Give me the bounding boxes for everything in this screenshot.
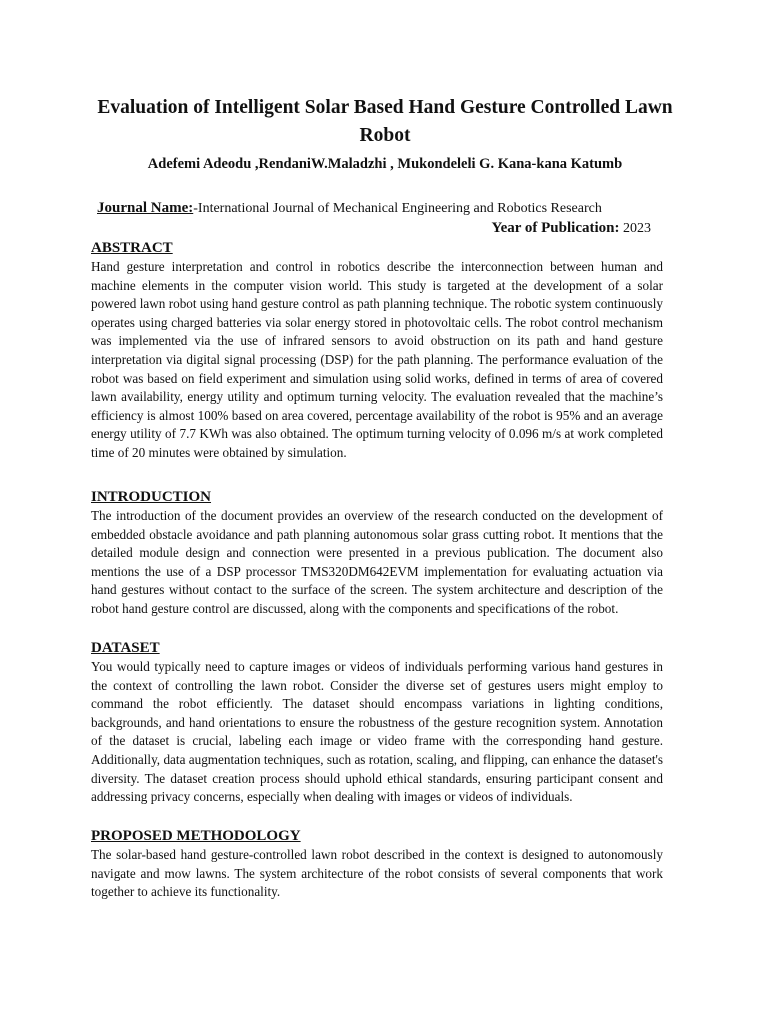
year-line — [491, 219, 651, 238]
abstract-section — [91, 239, 663, 463]
dataset-text: You would typically need to capture images or videos of individuals performing various hand gestures in the context of controlling the lawn robot. Consider the diverse set of gestures users might employ to command the robot efficiently. The dataset should encompass variations in lighting conditions, backgrounds, and hand orientations to ensure the robustness of the gesture recognition system. Annotation of the dataset is crucial, labeling each image or video frame with the corresponding hand gesture. Additionally, data augmentation techniques, such as rotation, scaling, and flipping, can enhance the dataset's diversity. The dataset creation process should uphold ethical standards, ensuring participant consent and addressing privacy concerns, especially when dealing with images or videos of individuals. — [91, 659, 663, 805]
abstract-text: Hand gesture interpretation and control in robotics describe the interconnection between human and machine elements in the computer vision world. This study is targeted at the development of a solar powered lawn robot using hand gesture control as path planning technique. The robotic system continuously operates using charged batteries via solar energy stored in photovoltaic cells. The robot control mechanism was implemented via the use of infrared sensors to avoid obstruction on its path and hand gesture interpretation via digital signal processing (DSP) for the path planning. The performance evaluation of the robot was based on field experiment and simulation using solid works, defined in terms of area of covered lawn availability, energy utility and optimum turning velocity. The evaluation revealed that the machine’s efficiency is almost 100% based on area covered, percentage availability of the robot is 95% and an average energy utility of 7.7 KWh was also obtained. The optimum turning velocity of 0.096 m/s at work completed time of 20 minutes were obtained by simulation. — [91, 259, 663, 460]
year-label: Year of Publication: — [491, 220, 620, 236]
dataset-section — [91, 639, 663, 807]
methodology-text: The solar-based hand gesture-controlled lawn robot described in the context is designed to autonomously navigate and mow lawns. The system architecture of the robot consists of several components that work together to achieve its functionality. — [91, 847, 663, 900]
paper-title: Evaluation of Intelligent Solar Based Hand Gesture Controlled Lawn Robot — [97, 97, 673, 146]
journal-label: Journal Name: — [97, 200, 194, 216]
introduction-section — [91, 488, 663, 619]
journal-value: -International Journal of Mechanical Engineering and Robotics Research — [193, 201, 602, 216]
dataset-heading: DATASET — [91, 640, 160, 656]
introduction-text: The introduction of the document provides an overview of the research conducted on the development of embedded obstacle avoidance and path planning autonomous solar grass cutting robot. It mentions that the detailed module design and connection were presented in a previous publication. The document also mentions the use of a DSP processor TMS320DM642EVM implementation for evaluating actuation via hand gestures without contact to the surface of the screen. The system architecture and description of the robot hand gesture control are discussed, along with the components and specifications of the robot. — [91, 508, 663, 616]
abstract-heading: ABSTRACT — [91, 240, 173, 256]
journal-line — [97, 199, 602, 218]
methodology-heading: PROPOSED METHODOLOGY — [91, 828, 301, 844]
year-value: 2023 — [623, 221, 651, 236]
author-list: Adefemi Adeodu ,RendaniW.Maladzhi , Mukondeleli G. Kana-kana Katumb — [147, 156, 623, 172]
methodology-section — [91, 827, 663, 902]
introduction-heading: INTRODUCTION — [91, 489, 212, 505]
